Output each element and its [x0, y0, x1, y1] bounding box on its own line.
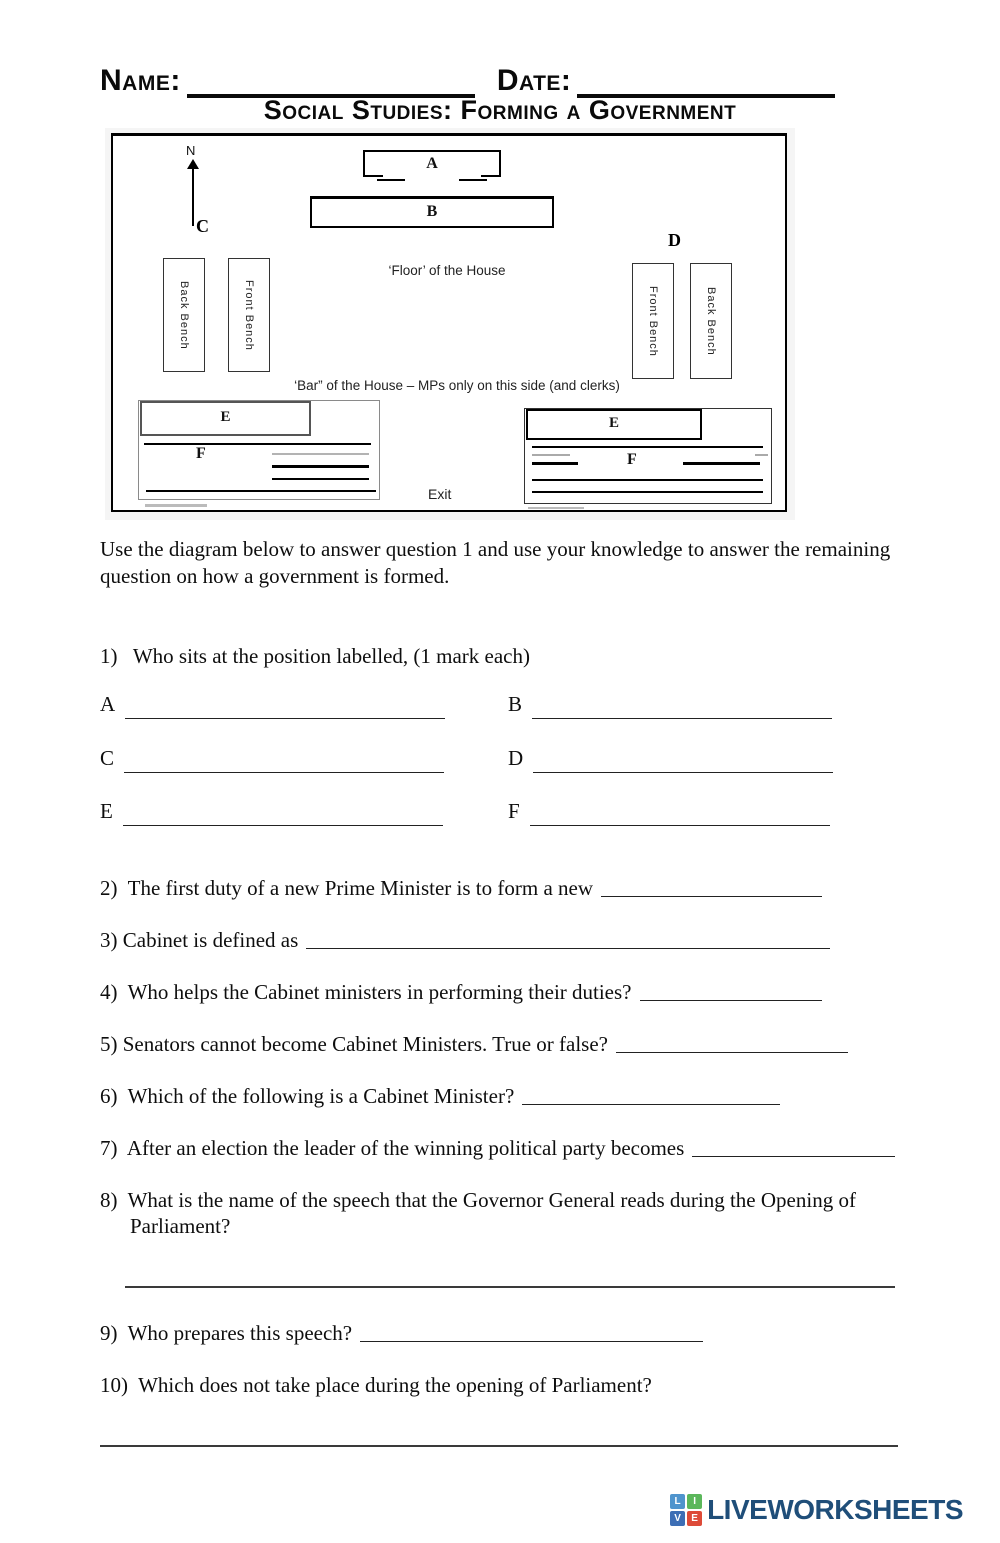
- answer-letter-a: A: [100, 692, 116, 716]
- left-seat-block: [138, 400, 380, 500]
- answer-letter-e: E: [100, 799, 113, 823]
- box-a-bottom-right-segment: [481, 175, 501, 177]
- left-block-under-line: [145, 504, 207, 507]
- floor-of-house-label: ‘Floor’ of the House: [388, 263, 506, 278]
- label-d: D: [668, 230, 681, 250]
- label-f-right: F: [627, 451, 637, 468]
- answer-row-d: [508, 746, 833, 776]
- question-2: [100, 875, 822, 901]
- label-a: A: [426, 155, 438, 172]
- question-8: [100, 1187, 910, 1239]
- question-5: [100, 1031, 848, 1057]
- answer-letter-d: D: [508, 746, 524, 770]
- right-block-line: [532, 491, 763, 493]
- logo-square-e: E: [687, 1511, 702, 1526]
- logo-square-i: I: [687, 1494, 702, 1509]
- question-9: [100, 1320, 703, 1346]
- name-date-row: [100, 64, 845, 98]
- page-title: Social Studies: Forming a Government: [263, 95, 737, 125]
- left-block-line: [146, 490, 376, 492]
- question-3-text: 3) Cabinet is defined as: [100, 928, 299, 952]
- date-blank-line[interactable]: [577, 70, 835, 98]
- answer-line[interactable]: [125, 1286, 895, 1288]
- question-10: 10) Which does not take place during the opening of Parliament?: [100, 1373, 652, 1397]
- bar-of-house-label: ‘Bar” of the House – MPs only on this side (and clerks): [294, 378, 620, 393]
- question-5-text: 5) Senators cannot become Cabinet Ministers. True or false?: [100, 1032, 608, 1056]
- answer-line[interactable]: [124, 772, 444, 773]
- left-front-bench-label: Front Bench: [243, 279, 255, 351]
- question-3: [100, 927, 830, 953]
- question-7: [100, 1135, 895, 1161]
- box-a-left-dash: [377, 179, 405, 181]
- label-b: B: [426, 203, 438, 220]
- position-e-box-right: E: [526, 409, 702, 440]
- position-b-box: [310, 196, 554, 228]
- answer-line[interactable]: [640, 979, 822, 1001]
- answer-letter-f: F: [508, 799, 520, 823]
- name-label: Name:: [100, 64, 181, 97]
- liveworksheets-footer: [670, 1494, 963, 1526]
- answer-line[interactable]: [530, 825, 830, 826]
- label-c: C: [196, 216, 209, 236]
- answer-letter-c: C: [100, 746, 115, 770]
- right-block-seat-line: [532, 462, 578, 465]
- left-front-bench: [228, 258, 270, 372]
- right-front-bench: [632, 263, 674, 379]
- answer-row-c: [100, 746, 444, 776]
- answer-row-e: [100, 799, 443, 829]
- right-seat-block: [524, 408, 772, 504]
- left-block-seat-line: [272, 465, 369, 468]
- right-back-bench: [690, 263, 732, 379]
- box-a-right-dash: [459, 179, 487, 181]
- answer-row-b: [508, 692, 832, 722]
- answer-line[interactable]: [616, 1031, 848, 1053]
- logo-square-v: V: [670, 1511, 685, 1526]
- answer-line[interactable]: [522, 1083, 780, 1105]
- label-f-left: F: [196, 445, 206, 462]
- name-blank-line[interactable]: [187, 70, 475, 98]
- answer-line[interactable]: [360, 1320, 703, 1342]
- right-block-seat-line: [755, 454, 768, 456]
- logo-square-l: L: [670, 1494, 685, 1509]
- liveworksheets-logo-icon: [670, 1494, 702, 1526]
- question-9-text: 9) Who prepares this speech?: [100, 1321, 353, 1345]
- answer-row-a: [100, 692, 445, 722]
- right-block-line: [532, 479, 763, 481]
- instructions-text: Use the diagram below to answer question 1 and use your knowledge to answer the remaining question on how a government is formed.: [100, 537, 896, 588]
- question-2-text: 2) The first duty of a new Prime Minister is to form a new: [100, 876, 594, 900]
- diagram-frame: [111, 133, 787, 512]
- left-block-seat-line: [272, 478, 369, 480]
- question-1: 1) Who sits at the position labelled, (1 mark each): [100, 644, 530, 668]
- position-e-box-left: E: [140, 401, 311, 436]
- right-front-bench-label: Front Bench: [647, 285, 659, 357]
- left-block-line: [144, 443, 371, 445]
- north-arrow-line: [192, 168, 194, 226]
- left-back-bench: [163, 258, 205, 372]
- position-a-box: [363, 150, 501, 175]
- exit-label: Exit: [428, 486, 452, 502]
- right-block-seat-line: [683, 462, 760, 465]
- date-label: Date:: [496, 64, 572, 97]
- left-block-seat-line: [272, 453, 369, 455]
- answer-row-f: [508, 799, 830, 829]
- right-back-bench-label: Back Bench: [705, 286, 717, 356]
- compass-north-label: N: [186, 143, 196, 158]
- question-7-text: 7) After an election the leader of the winning political party becomes: [100, 1136, 685, 1160]
- answer-line[interactable]: [100, 1445, 898, 1447]
- answer-line[interactable]: [692, 1135, 895, 1157]
- answer-line[interactable]: [532, 718, 832, 719]
- brand-text: LIVEWORKSHEETS: [707, 1494, 963, 1525]
- question-4-text: 4) Who helps the Cabinet ministers in performing their duties?: [100, 980, 632, 1004]
- question-6: [100, 1083, 780, 1109]
- box-a-bottom-left-segment: [363, 175, 383, 177]
- answer-line[interactable]: [533, 772, 833, 773]
- answer-line[interactable]: [125, 718, 445, 719]
- right-block-line: [532, 446, 763, 448]
- question-8-text: 8) What is the name of the speech that the Governor General reads during the Opening of Parliament?: [100, 1188, 862, 1238]
- right-block-seat-line: [532, 454, 570, 456]
- answer-letter-b: B: [508, 692, 523, 716]
- answer-line[interactable]: [123, 825, 443, 826]
- question-4: [100, 979, 822, 1005]
- house-diagram: [105, 128, 795, 520]
- answer-line[interactable]: [306, 927, 830, 949]
- question-6-text: 6) Which of the following is a Cabinet Minister?: [100, 1084, 515, 1108]
- right-block-under-line: [528, 507, 584, 509]
- answer-line[interactable]: [601, 875, 822, 897]
- left-back-bench-label: Back Bench: [178, 280, 190, 350]
